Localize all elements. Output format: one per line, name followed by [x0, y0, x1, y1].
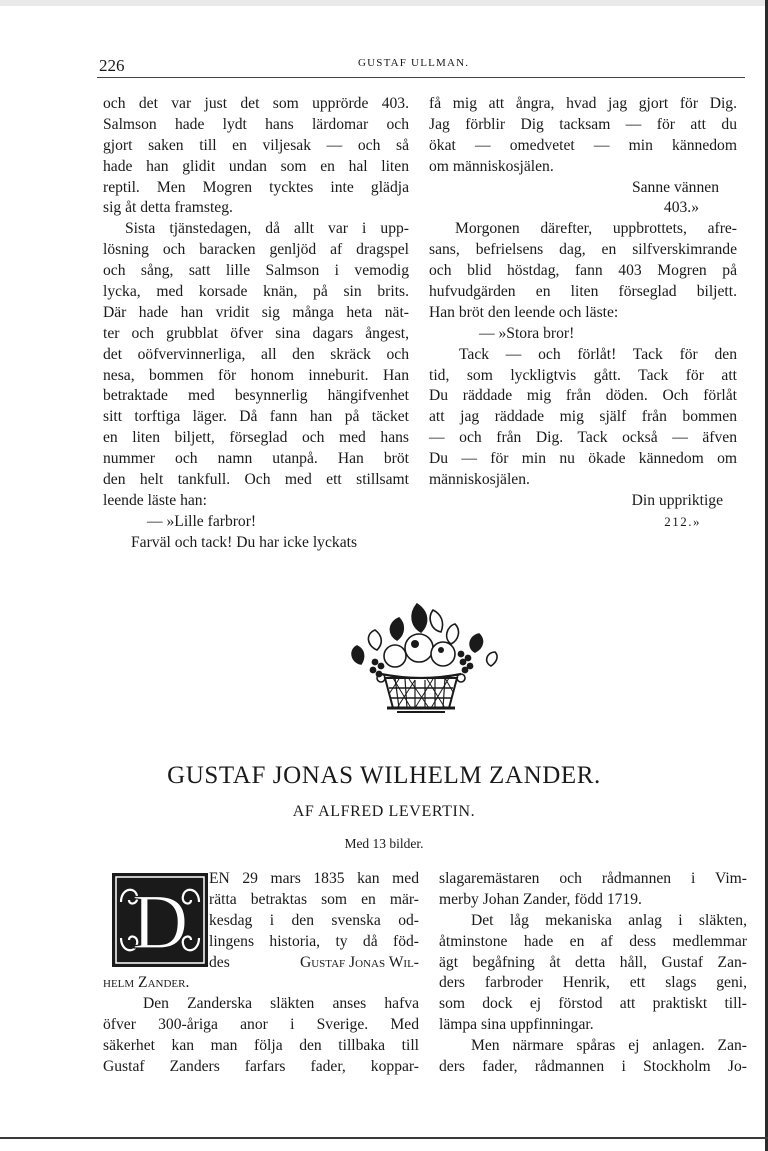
text-line: om människosjälen. — [429, 157, 554, 175]
text-line: gjort saken till en viljesak — och så — [103, 136, 409, 154]
text-line: Gustaf Zanders farfars fader, koppar- — [103, 1058, 419, 1076]
text-line: merby Johan Zander, född 1719. — [439, 890, 642, 908]
text-line: och blid höstdag, fann 403 Mogren på — [429, 262, 737, 280]
text-line: lycka, med korsade knän, på sin brits. — [103, 283, 409, 301]
scan-bottom-edge — [0, 1137, 768, 1139]
text-line: och sång, satt lille Salmson i vemodig — [103, 262, 409, 280]
text-line: få mig att ångra, hvad jag gjort för Dig. — [429, 95, 737, 112]
letter-closing: Sanne vännen — [631, 178, 719, 196]
text-line: rätta betraktas som en mär- — [209, 890, 419, 908]
text-line: betraktade med besynnerlig hängifvenhet — [103, 387, 409, 405]
text-line: tid, som lyckligtvis gått. Tack för att — [429, 366, 737, 384]
text-line: nummer och namn utanpå. Han bröt — [103, 450, 409, 468]
text-line: kesdag i den svenska od- — [209, 911, 419, 929]
text-line: som dock ej förstod att praktiskt till- — [439, 995, 747, 1013]
letter-signature: 212.» — [664, 513, 701, 529]
text-line: åtminstone hade en af dess medlemmar — [439, 932, 747, 950]
running-head: GUSTAF ULLMAN. — [358, 57, 470, 69]
letter-salutation: — »Stora bror! — [479, 324, 575, 342]
text-line: sig åt detta framsteg. — [103, 199, 233, 217]
text-line: slagaremästaren och rådmannen i Vim- — [439, 870, 747, 887]
text-line: en liten biljett, förseglad och med hans — [103, 429, 409, 447]
page-number: 226 — [99, 56, 125, 75]
text-line: nesa, bommen för honom inneburit. Han — [103, 366, 409, 384]
text-line: Farväl och tack! Du har icke lyckats — [131, 533, 358, 551]
text-line: ökat — omedvetet — min kännedom — [429, 136, 737, 154]
text-line: Han bröt den leende och läste: — [429, 303, 619, 321]
text-line: sans, befrielsens dag, en silfverskimrande — [429, 241, 737, 259]
text-line: säkerhet kan man följa den tillbaka till — [103, 1037, 419, 1055]
text-line: och det var just det som upprörde 403. — [103, 95, 409, 112]
text-line: hufvudgärden en liten förseglad biljett. — [429, 283, 737, 301]
text-line: det oöfvervinnerliga, all den skräck och — [103, 345, 409, 363]
text-line: Du — för min nu ökade kännedom om — [429, 450, 737, 468]
text-line: Morgonen därefter, uppbrottets, afre- — [455, 220, 737, 238]
text-line: den helt tankfull. Och med ett stillsamt — [103, 471, 409, 489]
story-left-column — [103, 94, 409, 554]
text-line: — och från Dig. Tack också — äfven — [429, 429, 737, 447]
text-line: lingens historia, ty då föd- — [209, 932, 419, 950]
text-line: Det låg mekaniska anlag i släkten, — [471, 911, 747, 929]
text-line: lösning och baracken genljöd af dragspel — [103, 241, 409, 259]
text-line: ders fader, rådmannen i Stockholm Jo- — [439, 1058, 747, 1076]
subject-name: helm Zander. — [103, 974, 190, 992]
fruit-basket-ornament — [337, 596, 505, 718]
text-line: EN 29 mars 1835 kan med — [209, 870, 419, 887]
text-line: människosjälen. — [429, 471, 530, 489]
illustrations-note: Med 13 bilder. — [344, 836, 424, 851]
letter-closing: Din uppriktige — [631, 491, 723, 509]
text-line: leende läste han: — [103, 491, 207, 509]
text-line: Jag förblir Dig tacksam — för att du — [429, 115, 737, 133]
text-line: Där hade han vridit sig många heta nät- — [103, 303, 409, 321]
text-line: lämpa sina uppfinningar. — [439, 1016, 594, 1034]
text-line: Men närmare spåras ej anlagen. Zan- — [471, 1037, 747, 1055]
text-line: sitt torftiga läger. Då fann han på täcket — [103, 408, 409, 426]
article-left-column — [103, 869, 419, 1078]
article-right-column — [439, 869, 747, 1078]
text-fragment: des — [209, 953, 230, 971]
text-line: Du räddade mig från döden. Och förlåt — [429, 387, 737, 405]
drop-cap-letter: D — [131, 878, 189, 965]
letter-signature: 403.» — [663, 199, 699, 217]
subject-name: Gustaf Jonas Wil- — [299, 953, 419, 971]
article-byline: AF ALFRED LEVERTIN. — [292, 803, 476, 820]
text-line: ägt begåfning åt detta håll, Gustaf Zan- — [439, 953, 747, 971]
article-title: GUSTAF JONAS WILHELM ZANDER. — [167, 762, 601, 789]
text-line: Salmson hade lydt hans lärdomar och — [103, 115, 409, 133]
text-line: Den Zanderska släkten anses hafva — [143, 995, 419, 1013]
text-line: hade han glidit undan som en hal liten — [103, 157, 409, 175]
header-rule — [97, 77, 745, 78]
text-line: öfver 300-åriga anor i Sverige. Med — [103, 1016, 419, 1034]
text-line: ders farbroder Henrik, ett slags geni, — [439, 974, 747, 992]
text-line: Sista tjänstedagen, då allt var i upp- — [125, 220, 409, 238]
text-line: reptil. Men Mogren tycktes inte glädja — [103, 178, 409, 196]
letter-salutation: — »Lille farbror! — [147, 512, 257, 530]
story-right-column — [429, 94, 737, 533]
text-line: ter och grubblat öfver sina dagars ångest, — [103, 324, 409, 342]
text-line: att jag räddade mig själf från bommen — [429, 408, 737, 426]
scan-top-edge — [0, 0, 768, 6]
text-line: Tack — och förlåt! Tack för den — [459, 345, 737, 363]
